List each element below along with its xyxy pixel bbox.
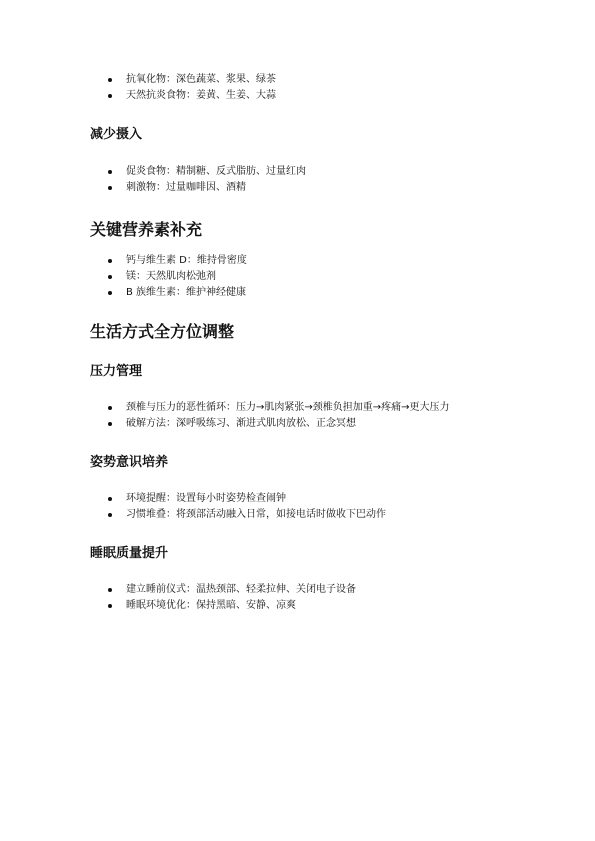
list-item-text: 天然抗炎食物：姜黄、生姜、大蒜 [126,90,276,101]
bullet-icon [108,78,112,82]
heading-sleep-quality: 睡眠质量提升 [90,546,169,561]
list-item-text: B 族维生素：维护神经健康 [126,287,247,298]
list-item-text: 建立睡前仪式：温热颈部、轻柔拉伸、关闭电子设备 [126,584,356,595]
list-item-text: 环境提醒：设置每小时姿势检查闹钟 [126,493,286,504]
heading-stress-management: 压力管理 [90,364,143,379]
list-item-text: 破解方法：深呼吸练习、渐进式肌肉放松、正念冥想 [126,418,356,429]
list-item [90,582,505,598]
bullet-icon [108,497,112,501]
list-item [90,416,505,432]
bullet-icon [108,186,112,190]
reduce-list [90,164,505,196]
list-item-text: 习惯堆叠：将颈部活动融入日常，如接电话时做收下巴动作 [126,509,386,520]
bullet-icon [108,406,112,410]
list-item [90,269,505,285]
posture-list [90,491,505,523]
heading-reduce-intake: 减少摄入 [90,127,143,142]
list-item-text: 镁：天然肌肉松弛剂 [126,271,216,282]
list-item [90,400,505,416]
list-item [90,164,505,180]
list-item [90,72,505,88]
heading-lifestyle: 生活方式全方位调整 [90,322,235,341]
intro-list [90,72,505,104]
list-item [90,180,505,196]
list-item [90,253,505,269]
bullet-icon [108,588,112,592]
stress-list [90,400,505,432]
heading-posture-awareness: 姿势意识培养 [90,455,169,470]
bullet-icon [108,94,112,98]
sleep-list [90,582,505,614]
list-item-text: 睡眠环境优化：保持黑暗、安静、凉爽 [126,600,296,611]
list-item [90,491,505,507]
list-item [90,88,505,104]
bullet-icon [108,513,112,517]
bullet-icon [108,291,112,295]
list-item-text: 钙与维生素 D：维持骨密度 [126,255,247,266]
list-item-text: 抗氧化物：深色蔬菜、浆果、绿茶 [126,74,276,85]
heading-key-nutrients: 关键营养素补充 [90,220,203,239]
list-item-text: 颈椎与压力的恶性循环：压力→肌肉紧张→颈椎负担加重→疼痛→更大压力 [126,402,450,413]
bullet-icon [108,422,112,426]
bullet-icon [108,275,112,279]
nutrients-list [90,253,505,301]
bullet-icon [108,170,112,174]
bullet-icon [108,604,112,608]
list-item-text: 刺激物：过量咖啡因、酒精 [126,182,246,193]
list-item [90,598,505,614]
list-item-text: 促炎食物：精制糖、反式脂肪、过量红肉 [126,166,306,177]
list-item [90,285,505,301]
bullet-icon [108,259,112,263]
list-item [90,507,505,523]
